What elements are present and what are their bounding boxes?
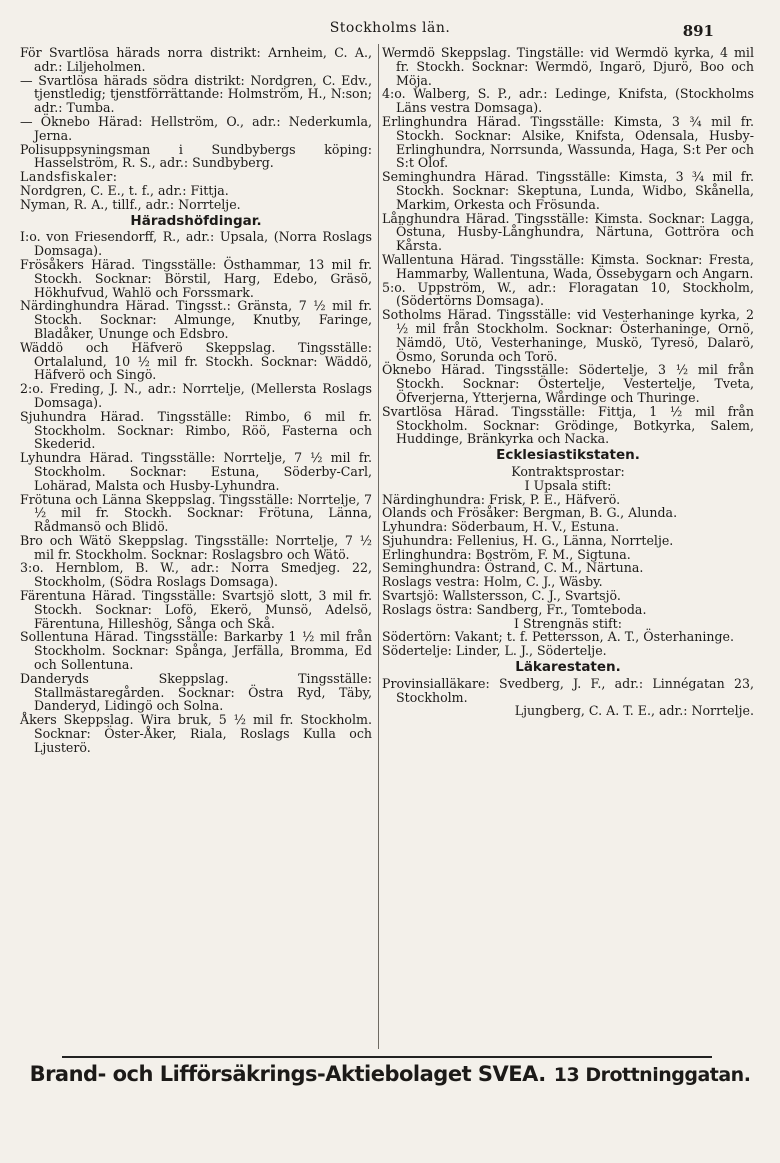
directory-entry: Sjuhundra Härad. Tingsställe: Rimbo, 6 mil fr. Stockholm. Socknar: Rimbo, Röö, Fasterna och Skederid.: [20, 408, 372, 452]
footer-advertisement: [0, 1062, 780, 1086]
directory-entry: Erlinghundra: Boström, F. M., Sigtuna.: [382, 546, 631, 562]
directory-entry: 2:o. Freding, J. N., adr.: Norrtelje, (Mellersta Roslags Domsaga).: [20, 381, 372, 410]
directory-entry: 4:o. Walberg, S. P., adr.: Ledinge, Knifsta, (Stockholms Läns vestra Domsaga).: [382, 86, 754, 116]
subheading: Landsfiskaler:: [20, 169, 118, 185]
directory-entry: Wäddö och Häfverö Skeppslag. Tingsställe: Ortalalund, 10 ½ mil fr. Stockh. Socknar: Wäddö, Häfverö och Singö.: [20, 339, 372, 383]
directory-entry: Olands och Frösåker: Bergman, B. G., Alunda.: [382, 505, 678, 521]
advertisement-address: 13 Drottninggatan.: [553, 1064, 751, 1086]
directory-entry: Långhundra Härad. Tingsställe: Kimsta. Socknar: Lagga, Östuna, Husby-Långhundra, Närtuna, Gottröra och Kårsta.: [382, 210, 754, 254]
directory-entry: Seminghundra Härad. Tingsställe: Kimsta, 3 ¾ mil fr. Stockh. Socknar: Skeptuna, Lunda, Widbo, Skånella, Markim, Orkesta och Frösunda.: [382, 169, 754, 212]
section-heading: Ecklesiastikstaten.: [496, 447, 640, 464]
directory-entry: Lyhundra: Söderbaum, H. V., Estuna.: [382, 519, 620, 535]
centered-label: I Strengnäs stift:: [514, 615, 622, 631]
directory-entry: Wermdö Skeppslag. Tingställe: vid Wermdö kyrka, 4 mil fr. Stockh. Socknar: Wermdö, Ingarö, Djurö, Boo och Möja.: [382, 45, 754, 88]
directory-entry: Närdinghundra: Frisk, P. E., Häfverö.: [382, 491, 621, 507]
directory-entry: Svartsjö: Wallstersson, C. J., Svartsjö.: [382, 588, 621, 604]
directory-entry: 5:o. Uppström, W., adr.: Floragatan 10, Stockholm, (Södertörns Domsaga).: [382, 279, 754, 309]
directory-entry: För Svartlösa härads norra distrikt: Arnheim, C. A., adr.: Liljeholmen.: [20, 45, 372, 74]
directory-entry: I:o. von Friesendorff, R., adr.: Upsala, (Norra Roslags Domsaga).: [20, 229, 372, 259]
directory-entry: Lyhundra Härad. Tingsställe: Norrtelje, 7 ½ mil fr. Stockholm. Socknar: Estuna, Söderby-Carl, Lohärad, Malsta och Husby-Lyhundra.: [20, 450, 372, 493]
page-number: 891: [682, 22, 714, 40]
directory-entry: Nyman, R. A., tillf., adr.: Norrtelje.: [20, 196, 241, 212]
directory-entry: Närdinghundra Härad. Tingsst.: Gränsta, 7 ½ mil fr. Stockh. Socknar: Almunge, Knutby, Faringe, Bladåker, Ununge och Edsbro.: [20, 298, 372, 341]
directory-entry: Sollentuna Härad. Tingsställe: Barkarby 1 ½ mil från Stockholm. Socknar: Spånga, Jerfälla, Bromma, Ed och Sollentuna.: [20, 629, 372, 673]
directory-entry: Seminghundra: Östrand, C. M., Närtuna.: [382, 560, 644, 576]
directory-entry: Roslags vestra: Holm, C. J., Wäsby.: [382, 574, 603, 590]
directory-entry: Erlinghundra Härad. Tingsställe: Kimsta, 3 ¾ mil fr. Stockh. Socknar: Alsike, Knifsta, Odensala, Husby-Erlinghundra, Norrsunda, Wassunda, Haga, S:t Per och S:t Olof.: [382, 113, 754, 171]
left-column: [20, 46, 372, 755]
right-column: [382, 46, 754, 718]
directory-entry: Roslags östra: Sandberg, Fr., Tomteboda.: [382, 601, 647, 617]
directory-entry: Sotholms Härad. Tingsställe: vid Vesterhaninge kyrka, 2 ½ mil från Stockholm. Socknar: Österhaninge, Ornö, Nämdö, Utö, Vesterhaninge, Muskö, Tyresö, Dalarö, Ösmo, Sorunda och Torö.: [382, 307, 754, 364]
directory-entry: Bro och Wätö Skeppslag. Tingsställe: Norrtelje, 7 ½ mil fr. Stockholm. Socknar: Roslagsbro och Wätö.: [20, 532, 372, 562]
section-heading: Läkarestaten.: [515, 659, 621, 676]
directory-entry: Danderyds Skeppslag. Tingsställe: Stallmästaregården. Socknar: Östra Ryd, Täby, Danderyd, Lidingö och Solna.: [20, 670, 372, 714]
directory-entry: — Öknebo Härad: Hellström, O., adr.: Nederkumla, Jerna.: [20, 113, 372, 143]
directory-entry: Södertörn: Vakant; t. f. Pettersson, A. T., Österhaninge.: [382, 629, 735, 645]
directory-entry: Öknebo Härad. Tingsställe: Södertelje, 3 ½ mil från Stockh. Socknar: Östertelje, Vestertelje, Tveta, Öfverjerna, Ytterjerna, Wårdinge och Thuringe.: [382, 362, 754, 405]
directory-entry: Polisuppsyningsman i Sundbybergs köping: Hasselström, R. S., adr.: Sundbyberg.: [20, 141, 372, 171]
directory-entry: 3:o. Hernblom, B. W., adr.: Norra Smedjeg. 22, Stockholm, (Södra Roslags Domsaga).: [20, 560, 372, 590]
directory-entry: Sjuhundra: Fellenius, H. G., Länna, Norrtelje.: [382, 532, 674, 548]
centered-label: I Upsala stift:: [524, 477, 612, 493]
centered-label: Kontraktsprostar:: [511, 463, 625, 479]
column-divider: [378, 44, 379, 1049]
directory-entry: Nordgren, C. E., t. f., adr.: Fittja.: [20, 182, 229, 198]
directory-entry: Färentuna Härad. Tingsställe: Svartsjö slott, 3 mil fr. Stockh. Socknar: Lofö, Ekerö, Munsö, Adelsö, Färentuna, Hilleshög, Sånga och Skå.: [20, 588, 372, 631]
footer-divider: [62, 1056, 712, 1058]
directory-entry: Wallentuna Härad. Tingsställe: Kimsta. Socknar: Fresta, Hammarby, Wallentuna, Wada, Össebygarn och Angarn.: [382, 251, 754, 281]
section-heading: Häradshöfdingar.: [130, 212, 262, 229]
directory-entry: Svartlösa Härad. Tingsställe: Fittja, 1 ½ mil från Stockholm. Socknar: Grödinge, Botkyrka, Salem, Huddinge, Bränkyrka och Nacka.: [382, 403, 754, 447]
directory-entry: — Svartlösa härads södra distrikt: Nordgren, C. Edv., tjenstledig; tjenstförrättande: Holmström, H., N:son; adr.: Tumba.: [20, 72, 372, 116]
directory-entry: Provinsialläkare: Svedberg, J. F., adr.: Linnégatan 23, Stockholm.: [382, 675, 754, 705]
advertisement-text: Brand- och Lifförsäkrings-Aktiebolaget SVEA.: [29, 1062, 546, 1086]
page-header-title: Stockholms län.: [329, 20, 451, 36]
directory-entry: Södertelje: Linder, L. J., Södertelje.: [382, 643, 607, 659]
directory-entry: Ljungberg, C. A. T. E., adr.: Norrtelje.: [514, 703, 754, 719]
directory-entry: Frösåkers Härad. Tingsställe: Östhammar, 13 mil fr. Stockh. Socknar: Börstil, Harg, Edebo, Gräsö, Hökhufvud, Wahlö och Forssmark.: [20, 256, 372, 300]
directory-entry: Frötuna och Länna Skeppslag. Tingsställe: Norrtelje, 7 ½ mil fr. Stockh. Socknar: Frötuna, Länna, Rådmansö och Blidö.: [20, 491, 372, 535]
directory-entry: Åkers Skeppslag. Wira bruk, 5 ½ mil fr. Stockholm. Socknar: Öster-Åker, Riala, Roslags Kulla och Ljusterö.: [20, 712, 372, 755]
